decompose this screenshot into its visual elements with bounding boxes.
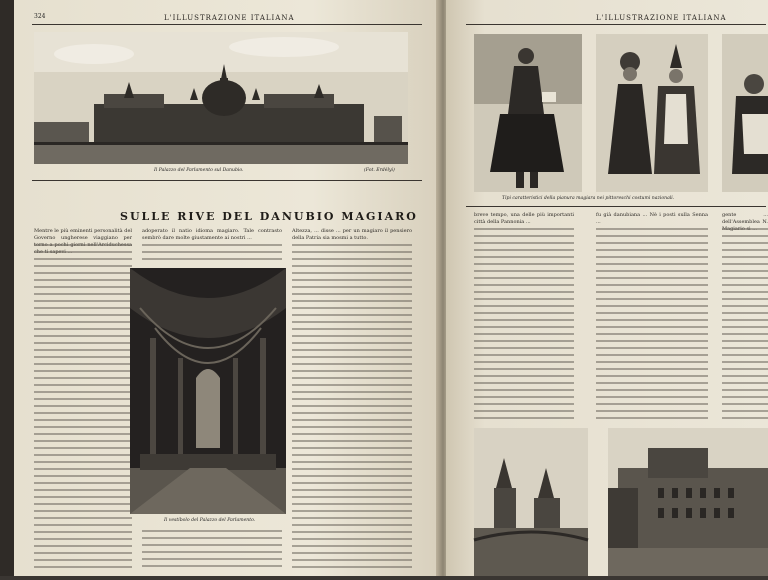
costume-photo-3 [722,34,768,192]
page-number: 324 [34,13,46,20]
left-page-header: L'ILLUSTRAZIONE ITALIANA [164,14,295,22]
right-page-header: L'ILLUSTRAZIONE ITALIANA [596,14,727,22]
article-title: SULLE RIVE DEL DANUBIO MAGIARO [120,210,418,223]
costume-photo-1 [474,34,582,192]
costume-caption: Tipi caratteristici della pianura magiara nei pittoreschi costumi nazionali. [502,196,675,201]
fishermens-bastion-photo [474,428,588,576]
col2-bottom-lines [142,530,282,576]
right-col1-first-line: breve tempo, una delle più importanti città della Pannonia ... [474,212,574,225]
vestibule-photo [130,268,286,514]
vestibule-caption: Il vestibolo del Palazzo del Parlamento. [164,518,256,523]
right-col2-lines [596,228,708,428]
right-caption-rule [466,206,766,207]
right-col3-lines [722,228,768,424]
col2-text-lines [142,244,282,262]
col1-text-lines [34,244,132,574]
city-buildings-photo [608,428,768,576]
right-col3-first-line: gente ... dell'Assemblea N. [722,212,768,225]
caption-rule [32,180,422,181]
left-page [14,0,440,576]
col1-first-line: Mentre le più eminenti personalità del Governo ungherese viaggiano per [34,228,132,241]
right-page [446,0,768,576]
parliament-photo [34,32,408,164]
top-photo-caption: Il Palazzo del Parlamento sul Danubio. [154,168,244,173]
right-col1-lines [474,228,574,424]
col3-first-line: Altezza, ... disse ... per un magiaro il pensiero della Patria sia mosmi a tutto. [292,228,412,241]
col2-first-line: adoperato il natio idioma magiaro. Tale contrasto sembrò dare molte giustamente ai nostri ... [142,228,282,241]
right-header-rule [466,24,766,25]
right-col2-first-line: fu già danubiana ... Nè i posti sulla Senna ... [596,212,708,225]
col3-text-lines [292,244,412,574]
costume-photo-2 [596,34,708,192]
top-photo-credit: (Fot. Erdélyi) [364,168,395,173]
header-rule [32,24,422,25]
